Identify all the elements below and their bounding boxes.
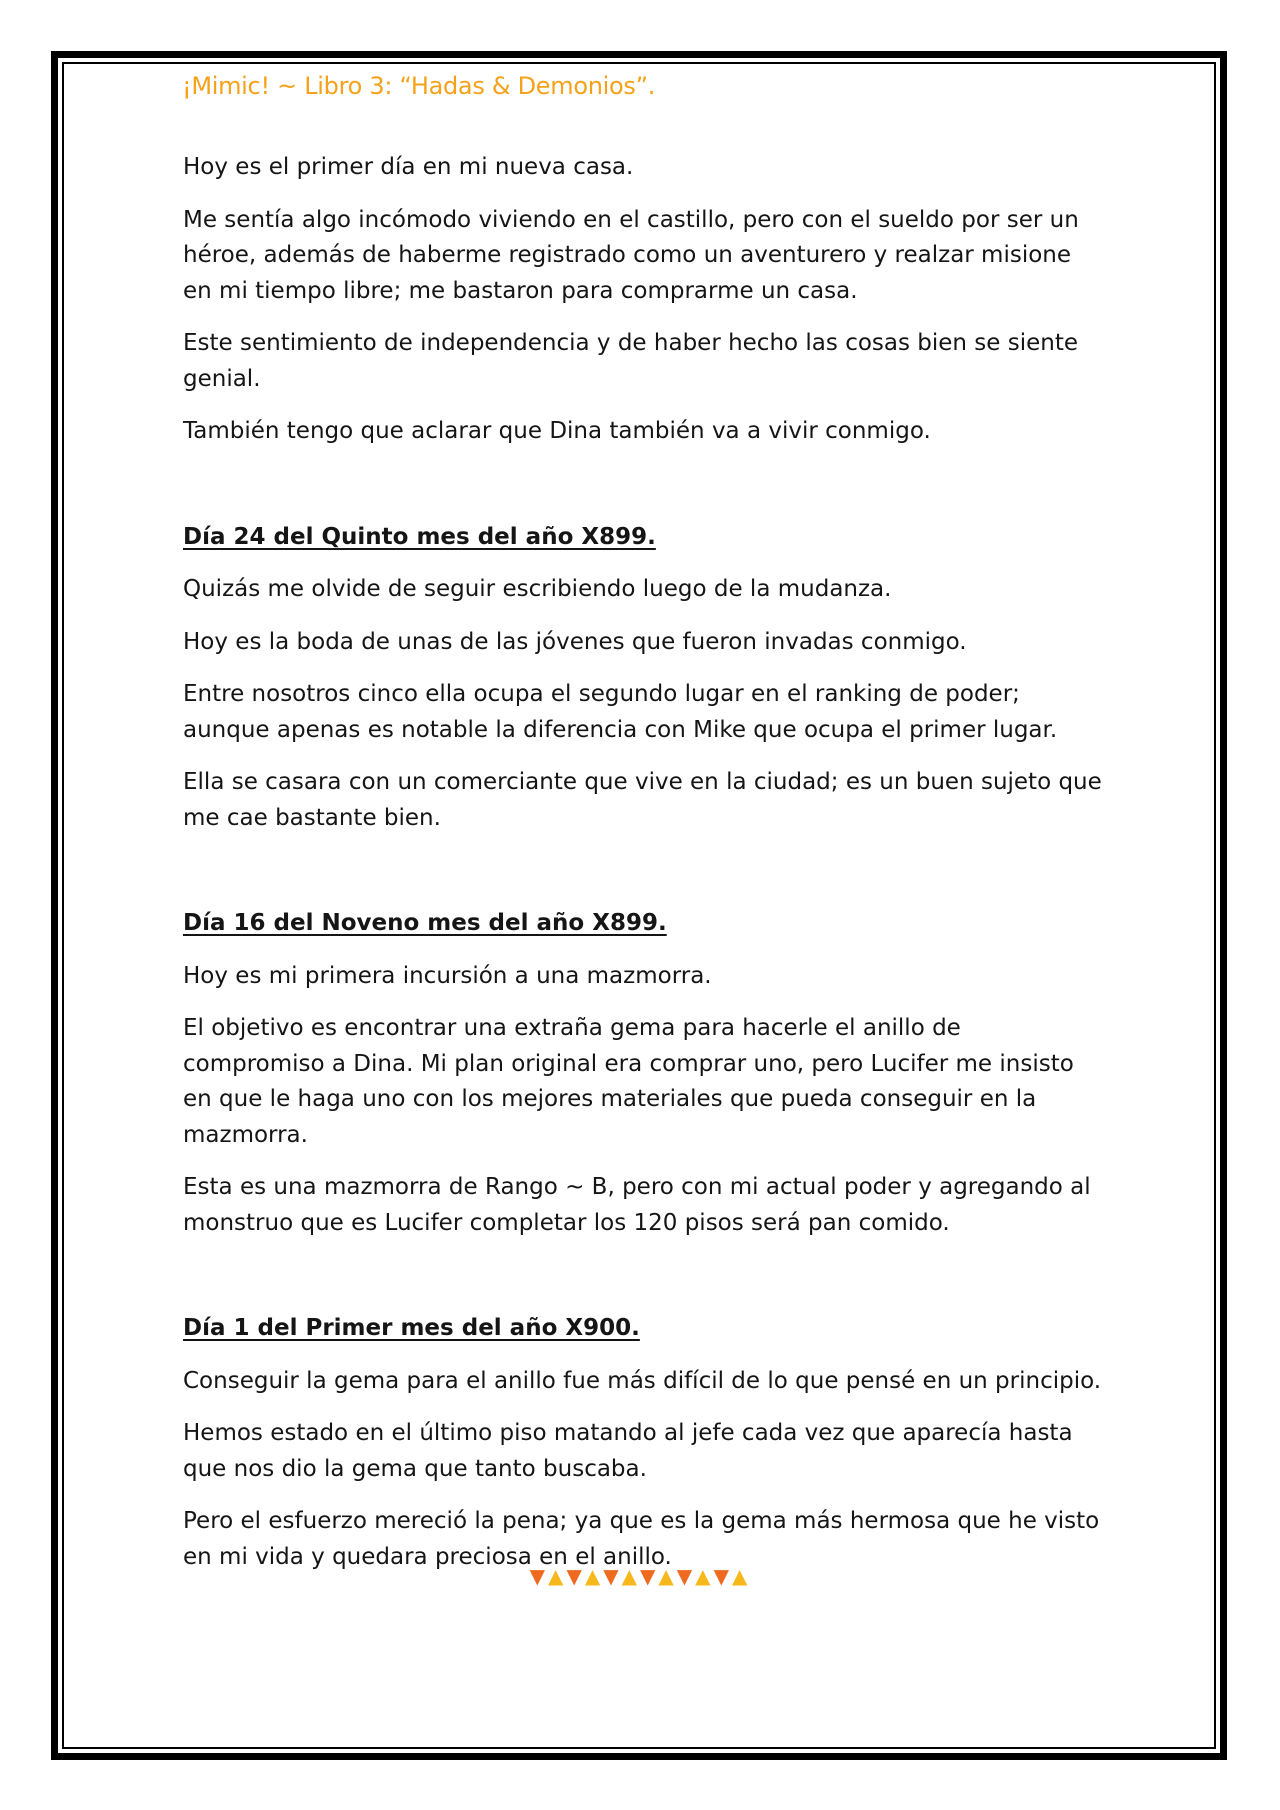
entry-heading: Día 16 del Noveno mes del año X899.: [183, 910, 667, 936]
triangle-up-icon: ▲: [548, 1564, 567, 1588]
intro-paragraph: También tengo que aclarar que Dina también va a vivir conmigo.: [183, 418, 931, 444]
triangle-up-icon: ▲: [695, 1564, 714, 1588]
intro-paragraph: Este sentimiento de independencia y de haber hecho las cosas bien se siente genial.: [183, 330, 1079, 392]
triangle-down-icon: ▼: [566, 1564, 585, 1588]
entry-paragraph: Esta es una mazmorra de Rango ~ B, pero con mi actual poder y agregando al monstruo que es Lucifer completar los 120 pisos será pan comido.: [183, 1174, 1091, 1236]
entry-paragraph: El objetivo es encontrar una extraña gema para hacerle el anillo de compromiso a Dina. Mi plan original era comprar uno, pero Lucifer me insisto en que le haga uno con los mejores materiales que pueda conseguir en la mazmorra.: [183, 1015, 1074, 1148]
entry-paragraph: Ella se casara con un comerciante que vive en la ciudad; es un buen sujeto que me cae bastante bien.: [183, 769, 1102, 831]
triangle-up-icon: ▲: [731, 1564, 751, 1588]
intro-paragraph: Hoy es el primer día en mi nueva casa.: [183, 154, 634, 180]
entry-paragraph: Conseguir la gema para el anillo fue más difícil de lo que pensé en un principio.: [183, 1367, 1102, 1394]
entry-paragraph: Entre nosotros cinco ella ocupa el segundo lugar en el ranking de poder; aunque apenas es notable la diferencia con Mike que ocupa el primer lugar.: [183, 681, 1058, 743]
triangle-up-icon: ▲: [658, 1564, 677, 1588]
entry-paragraph: Hoy es la boda de unas de las jóvenes que fueron invadas conmigo.: [183, 628, 967, 655]
triangle-down-icon: ▼: [713, 1564, 732, 1588]
triangle-up-icon: ▲: [584, 1564, 604, 1588]
entry-heading: Día 1 del Primer mes del año X900.: [183, 1315, 640, 1341]
triangle-up-icon: ▲: [621, 1564, 640, 1588]
intro-paragraph: Me sentía algo incómodo viviendo en el castillo, pero con el sueldo por ser un héroe, además de haberme registrado como un aventurero y realzar misione en mi tiempo libre; me bastaron para comprarme un casa.: [183, 206, 1079, 304]
entry-paragraph: Pero el esfuerzo mereció la pena; ya que es la gema más hermosa que he visto en mi vida y quedara preciosa en el anillo.: [183, 1508, 1100, 1570]
running-header: ¡Mimic! ~ Libro 3: “Hadas & Demonios”.: [182, 72, 656, 100]
entry-paragraph: Hemos estado en el último piso matando al jefe cada vez que aparecía hasta que nos dio la gema que tanto buscaba.: [183, 1420, 1073, 1482]
triangle-ornament-divider: [0, 1564, 1280, 1588]
entry-paragraph: Quizás me olvide de seguir escribiendo luego de la mudanza.: [183, 576, 892, 602]
triangle-down-icon: ▼: [529, 1564, 549, 1588]
page-body: [183, 150, 1103, 1592]
entry-paragraph: Hoy es mi primera incursión a una mazmorra.: [183, 962, 712, 989]
triangle-down-icon: ▼: [603, 1564, 622, 1588]
triangle-down-icon: ▼: [640, 1564, 659, 1588]
triangle-down-icon: ▼: [676, 1564, 696, 1588]
entry-heading: Día 24 del Quinto mes del año X899.: [183, 523, 656, 550]
